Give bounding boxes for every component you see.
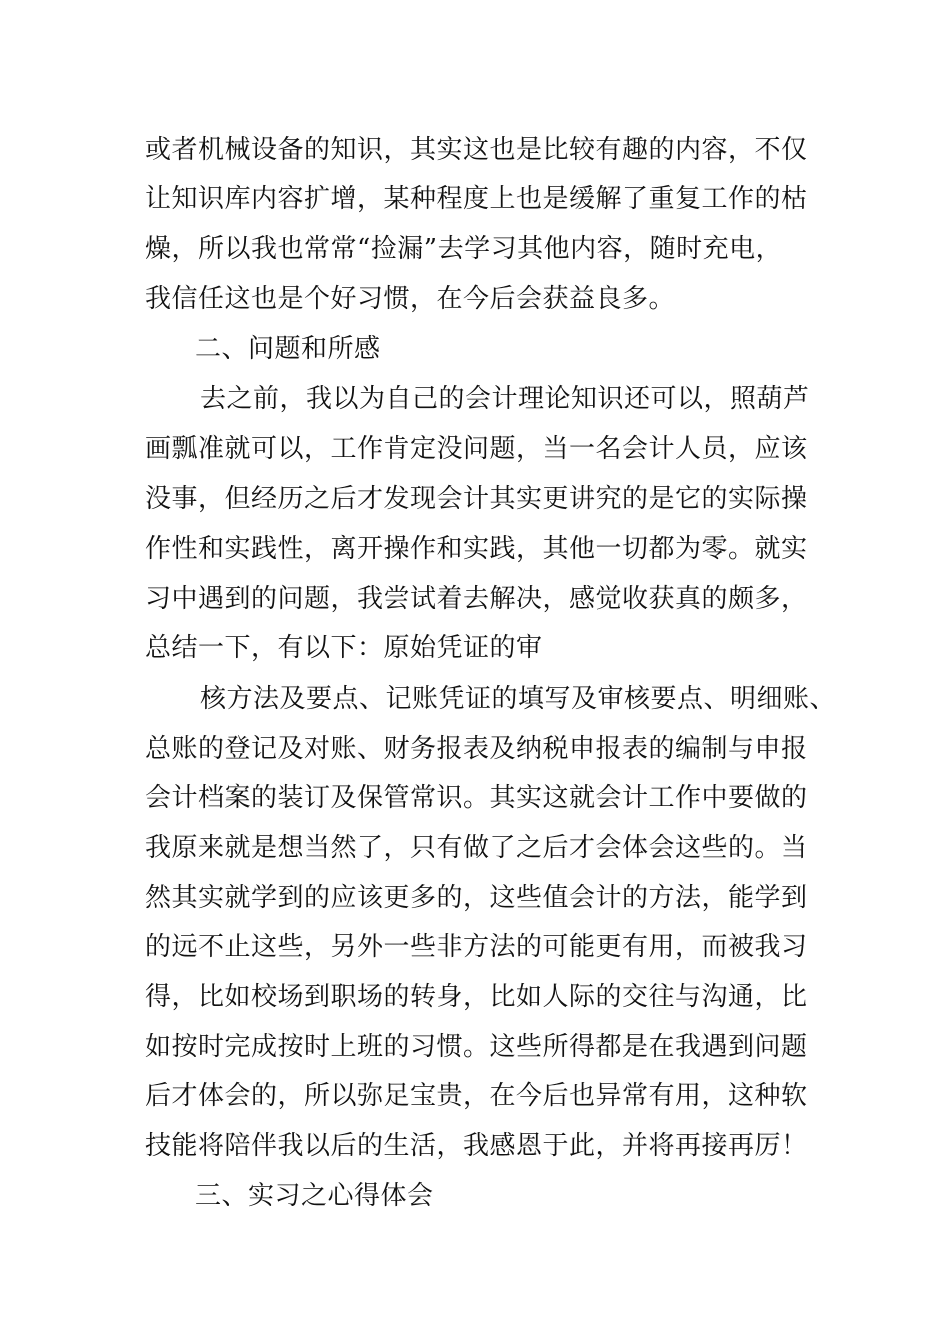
body-text-line: 的远不止这些，另外一些非方法的可能更有用，而被我习 bbox=[145, 932, 808, 962]
body-text-line: 会计档案的装订及保管常识。其实这就会计工作中要做的 bbox=[145, 783, 808, 813]
body-text-line: 得，比如校场到职场的转身，比如人际的交往与沟通，比 bbox=[145, 982, 808, 1012]
body-text-line: 燥，所以我也常常“捡漏”去学习其他内容，随时充电， bbox=[145, 234, 783, 264]
section-heading: 二、问题和所感 bbox=[195, 334, 381, 364]
body-text-line: 让知识库内容扩增，某种程度上也是缓解了重复工作的枯 bbox=[145, 184, 808, 214]
body-text-line: 画瓢准就可以，工作肯定没问题，当一名会计人员，应该 bbox=[145, 434, 808, 464]
body-text-line: 或者机械设备的知识，其实这也是比较有趣的内容，不仅 bbox=[145, 135, 808, 165]
body-text-line: 我信任这也是个好习惯，在今后会获益良多。 bbox=[145, 284, 676, 314]
body-text-line: 总账的登记及对账、财务报表及纳税申报表的编制与申报 bbox=[145, 734, 808, 764]
paragraph-first-line: 去之前，我以为自己的会计理论知识还可以，照葫芦 bbox=[200, 384, 810, 414]
paragraph-first-line: 核方法及要点、记账凭证的填写及审核要点、明细账、 bbox=[200, 684, 837, 714]
body-text-line: 技能将陪伴我以后的生活，我感恩于此，并将再接再厉！ bbox=[145, 1131, 808, 1161]
body-text-line: 总结一下，有以下：原始凭证的审 bbox=[145, 633, 543, 663]
section-heading: 三、实习之心得体会 bbox=[195, 1181, 434, 1211]
body-text-line: 我原来就是想当然了，只有做了之后才会体会这些的。当 bbox=[145, 833, 808, 863]
body-text-line: 作性和实践性，离开操作和实践，其他一切都为零。就实 bbox=[145, 534, 808, 564]
body-text-line: 然其实就学到的应该更多的，这些值会计的方法，能学到 bbox=[145, 883, 808, 913]
body-text-line: 如按时完成按时上班的习惯。这些所得都是在我遇到问题 bbox=[145, 1032, 808, 1062]
body-text-line: 后才体会的，所以弥足宝贵，在今后也异常有用，这种软 bbox=[145, 1081, 808, 1111]
body-text-line: 习中遇到的问题，我尝试着去解决，感觉收获真的颇多， bbox=[145, 584, 808, 614]
body-text-line: 没事，但经历之后才发现会计其实更讲究的是它的实际操 bbox=[145, 484, 808, 514]
